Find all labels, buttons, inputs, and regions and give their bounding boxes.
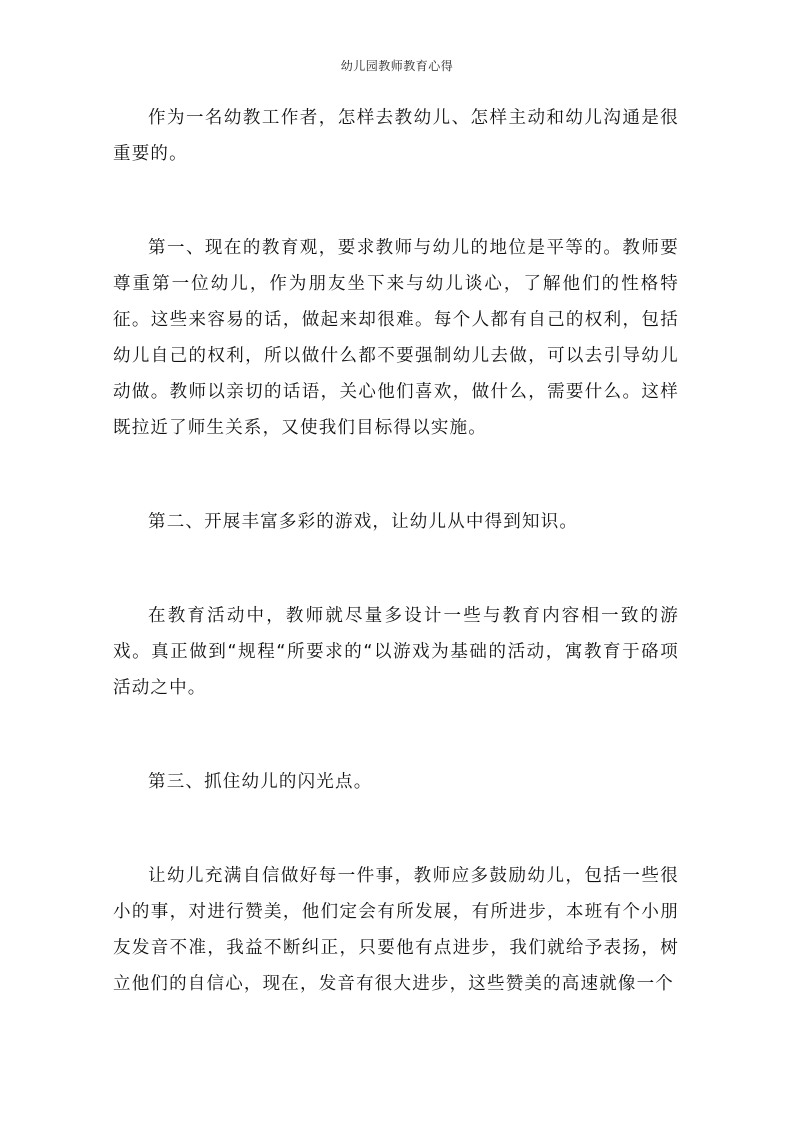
paragraph-point-two-body: 在教育活动中，教师就尽量多设计一些与教育内容相一致的游戏。真正做到“规程“所要求的“以游戏为基础的活动，寓教育于硌项活动之中。 [113,606,679,698]
paragraph-point-one: 第一、现在的教育观，要求教师与幼儿的地位是平等的。教师要尊重第一位幼儿，作为朋友坐下来与幼儿谈心，了解他们的性格特征。这些来容易的话，做起来却很难。每个人都有自己的权利，包括幼儿自己的权利，所以做什么都不要强制幼儿去做，可以去引导幼儿动做。教师以亲切的话语，关心他们喜欢，做什么，需要什么。这样既拉近了师生关系，又使我们目标得以实施。 [113,238,679,438]
document-body [113,100,679,1002]
paragraph-gap [113,446,679,504]
paragraph-gap [113,172,679,230]
paragraph-gap [113,540,679,598]
paragraph-gap [113,800,679,858]
paragraph-intro: 作为一名幼教工作者，怎样去教幼儿、怎样主动和幼儿沟通是很重要的。 [113,108,679,164]
paragraph-point-two-heading: 第二、开展丰富多彩的游戏，让幼儿从中得到知识。 [148,512,579,532]
paragraph-point-three-heading: 第三、抓住幼儿的闪光点。 [148,772,373,792]
document-title: 幼儿园教师教育心得 [340,59,454,73]
paragraph-point-three-body: 让幼儿充满自信做好每一件事，教师应多鼓励幼儿，包括一些很小的事，对进行赞美，他们定会有所发展，有所进步，本班有个小朋友发音不准，我益不断纠正，只要他有点进步，我们就给予表扬，树立他们的自信心，现在，发音有很大进步，这些赞美的高速就像一个 [113,866,679,994]
paragraph-gap [113,706,679,764]
